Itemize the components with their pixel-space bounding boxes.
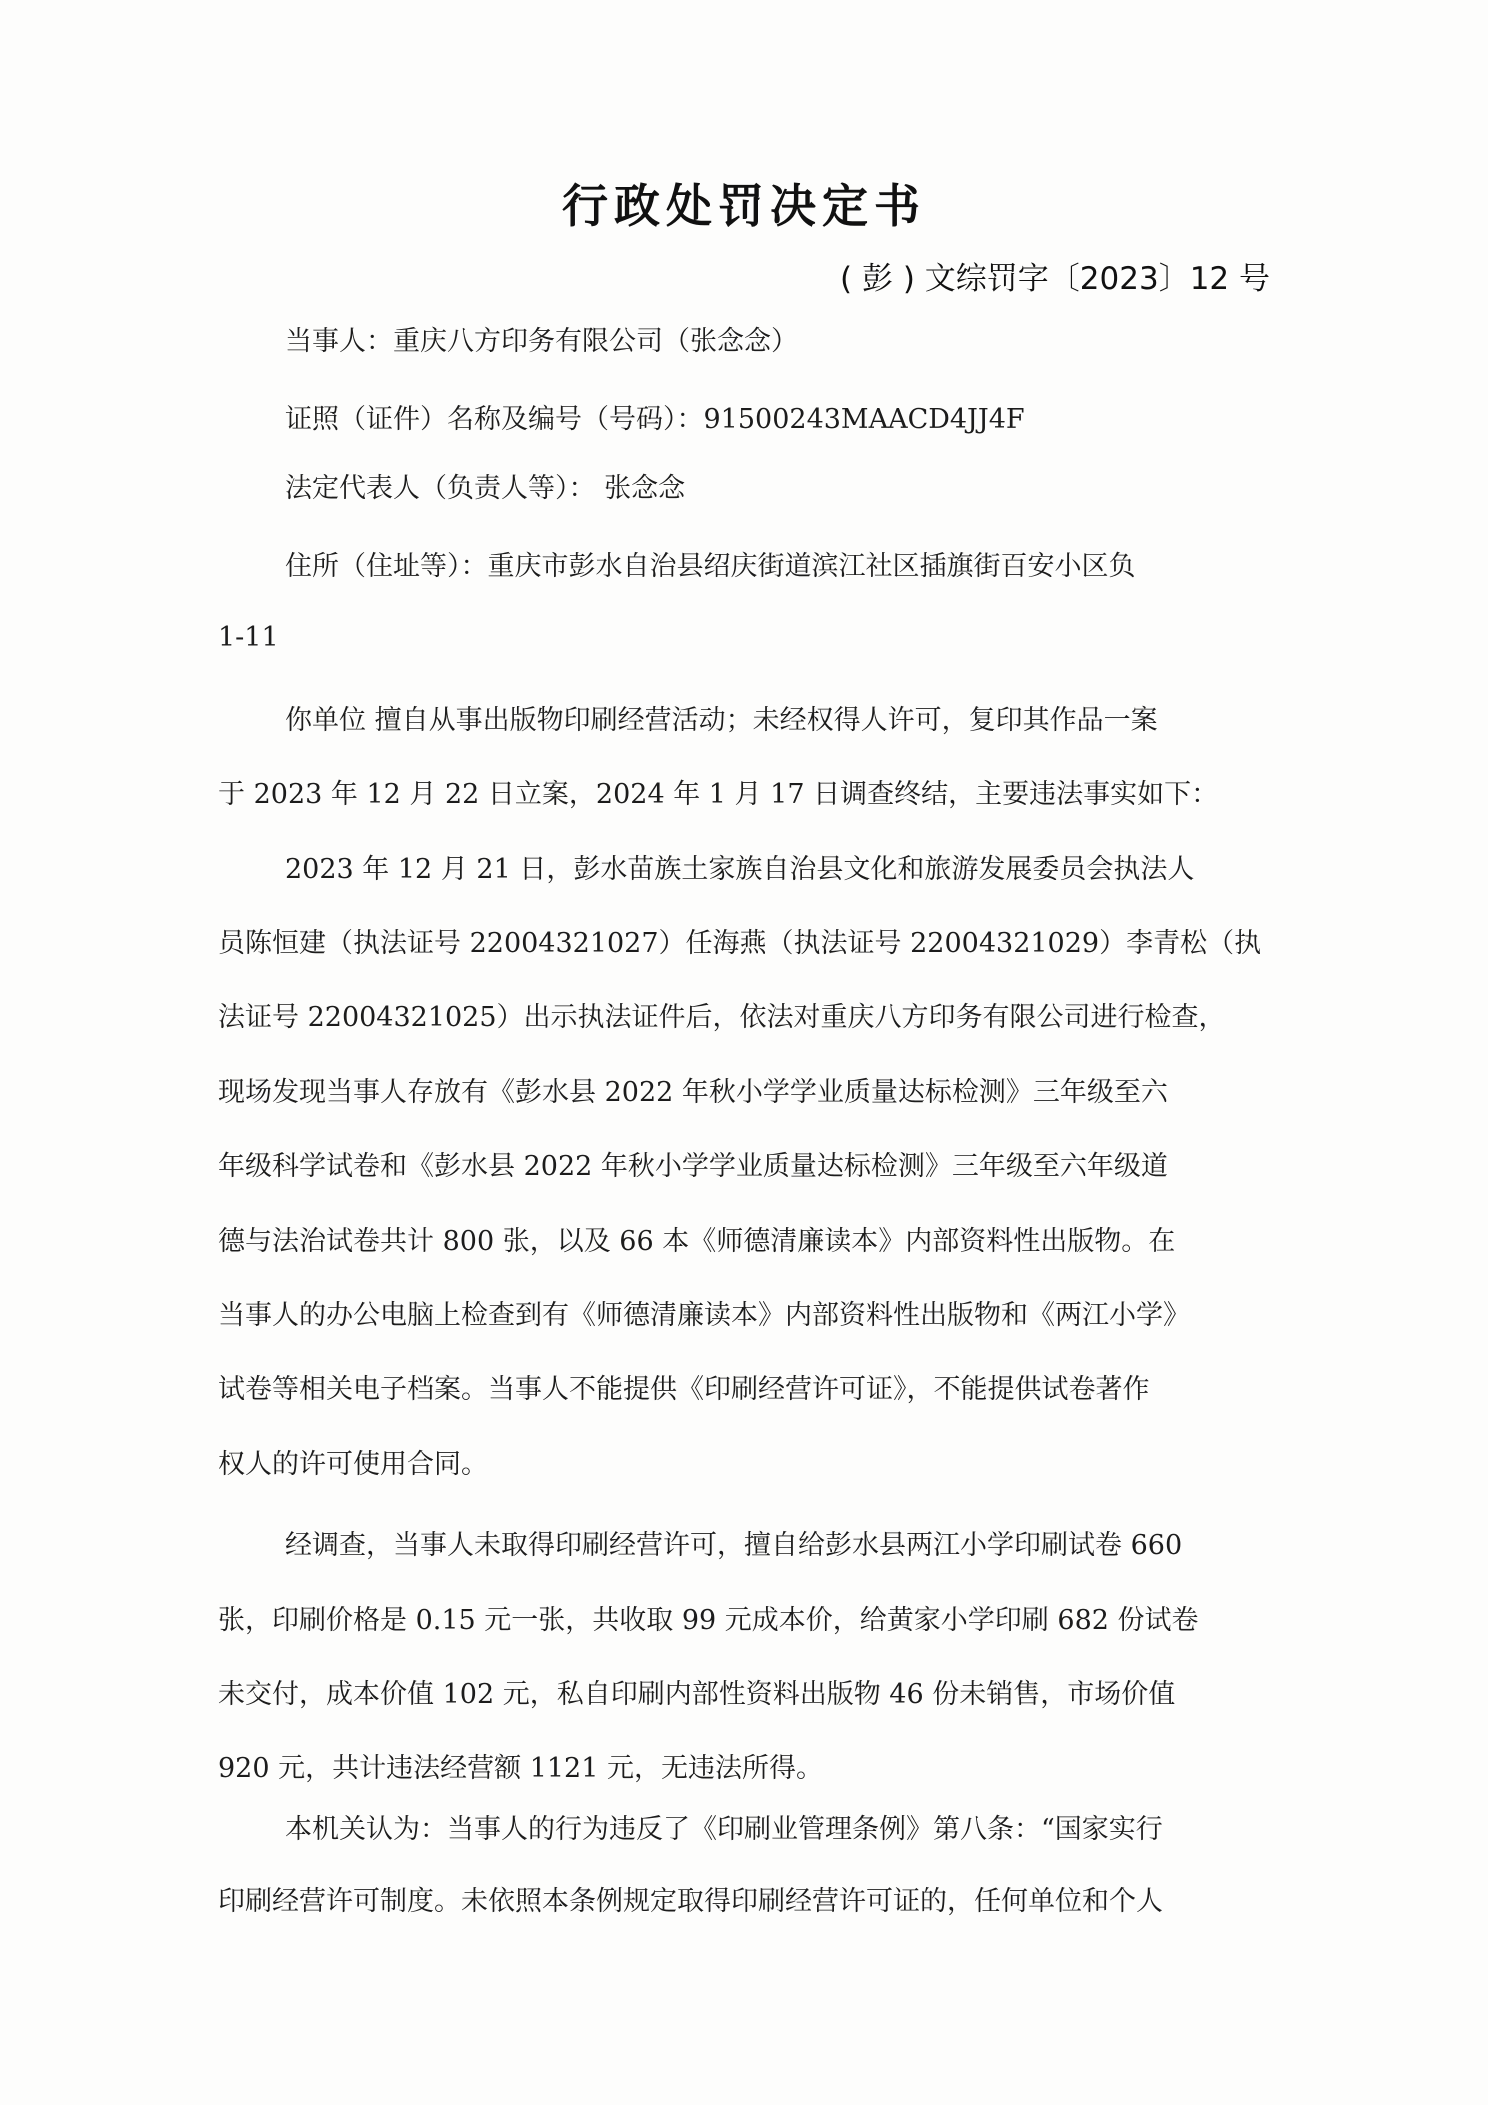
- paragraph-line: 德与法治试卷共计 800 张，以及 66 本《师德清廉读本》内部资料性出版物。在: [218, 1226, 1176, 1257]
- paragraph-line: 印刷经营许可制度。未依照本条例规定取得印刷经营许可证的，任何单位和个人: [218, 1886, 1163, 1917]
- license-line: 证照（证件）名称及编号（号码）：91500243MAACD4JJ4F: [285, 404, 1025, 435]
- representative-line: 法定代表人（负责人等）： 张念念: [285, 473, 686, 504]
- paragraph-line: 张，印刷价格是 0.15 元一张，共收取 99 元成本价，给黄家小学印刷 682 份试卷: [218, 1605, 1199, 1636]
- address-line: 住所（住址等）：重庆市彭水自治县绍庆街道滨江社区插旗街百安小区负: [285, 551, 1136, 582]
- paragraph-line: 本机关认为：当事人的行为违反了《印刷业管理条例》第八条：“国家实行: [285, 1814, 1163, 1845]
- document-number: ( 彭 ) 文综罚字〔2023〕12 号: [840, 261, 1270, 297]
- paragraph-line: 于 2023 年 12 月 22 日立案，2024 年 1 月 17 日调查终结，主要违法事实如下：: [218, 779, 1219, 810]
- paragraph-line: 未交付，成本价值 102 元，私自印刷内部性资料出版物 46 份未销售，市场价值: [218, 1679, 1176, 1710]
- paragraph-line: 试卷等相关电子档案。当事人不能提供《印刷经营许可证》，不能提供试卷著作: [218, 1374, 1150, 1405]
- paragraph-line: 法证号 22004321025）出示执法证件后，依法对重庆八方印务有限公司进行检查，: [218, 1002, 1226, 1033]
- paragraph-line: 现场发现当事人存放有《彭水县 2022 年秋小学学业质量达标检测》三年级至六: [218, 1077, 1168, 1108]
- paragraph-line: 当事人的办公电脑上检查到有《师德清廉读本》内部资料性出版物和《两江小学》: [218, 1300, 1190, 1331]
- paragraph-line: 920 元，共计违法经营额 1121 元，无违法所得。: [218, 1753, 823, 1784]
- paragraph-line: 经调查，当事人未取得印刷经营许可，擅自给彭水县两江小学印刷试卷 660: [285, 1530, 1183, 1561]
- paragraph-line: 员陈恒建（执法证号 22004321027）任海燕（执法证号 22004321029）李青松（执: [218, 928, 1262, 959]
- address-line-continued: 1-11: [218, 622, 279, 653]
- party-line: 当事人：重庆八方印务有限公司（张念念）: [285, 326, 798, 357]
- document-title: 行政处罚决定书: [562, 179, 926, 233]
- paragraph-line: 年级科学试卷和《彭水县 2022 年秋小学学业质量达标检测》三年级至六年级道: [218, 1151, 1168, 1182]
- paragraph-line: 2023 年 12 月 21 日，彭水苗族土家族自治县文化和旅游发展委员会执法人: [285, 854, 1195, 885]
- paragraph-line: 你单位 擅自从事出版物印刷经营活动；未经权得人许可，复印其作品一案: [285, 705, 1158, 736]
- paragraph-line: 权人的许可使用合同。: [218, 1449, 488, 1480]
